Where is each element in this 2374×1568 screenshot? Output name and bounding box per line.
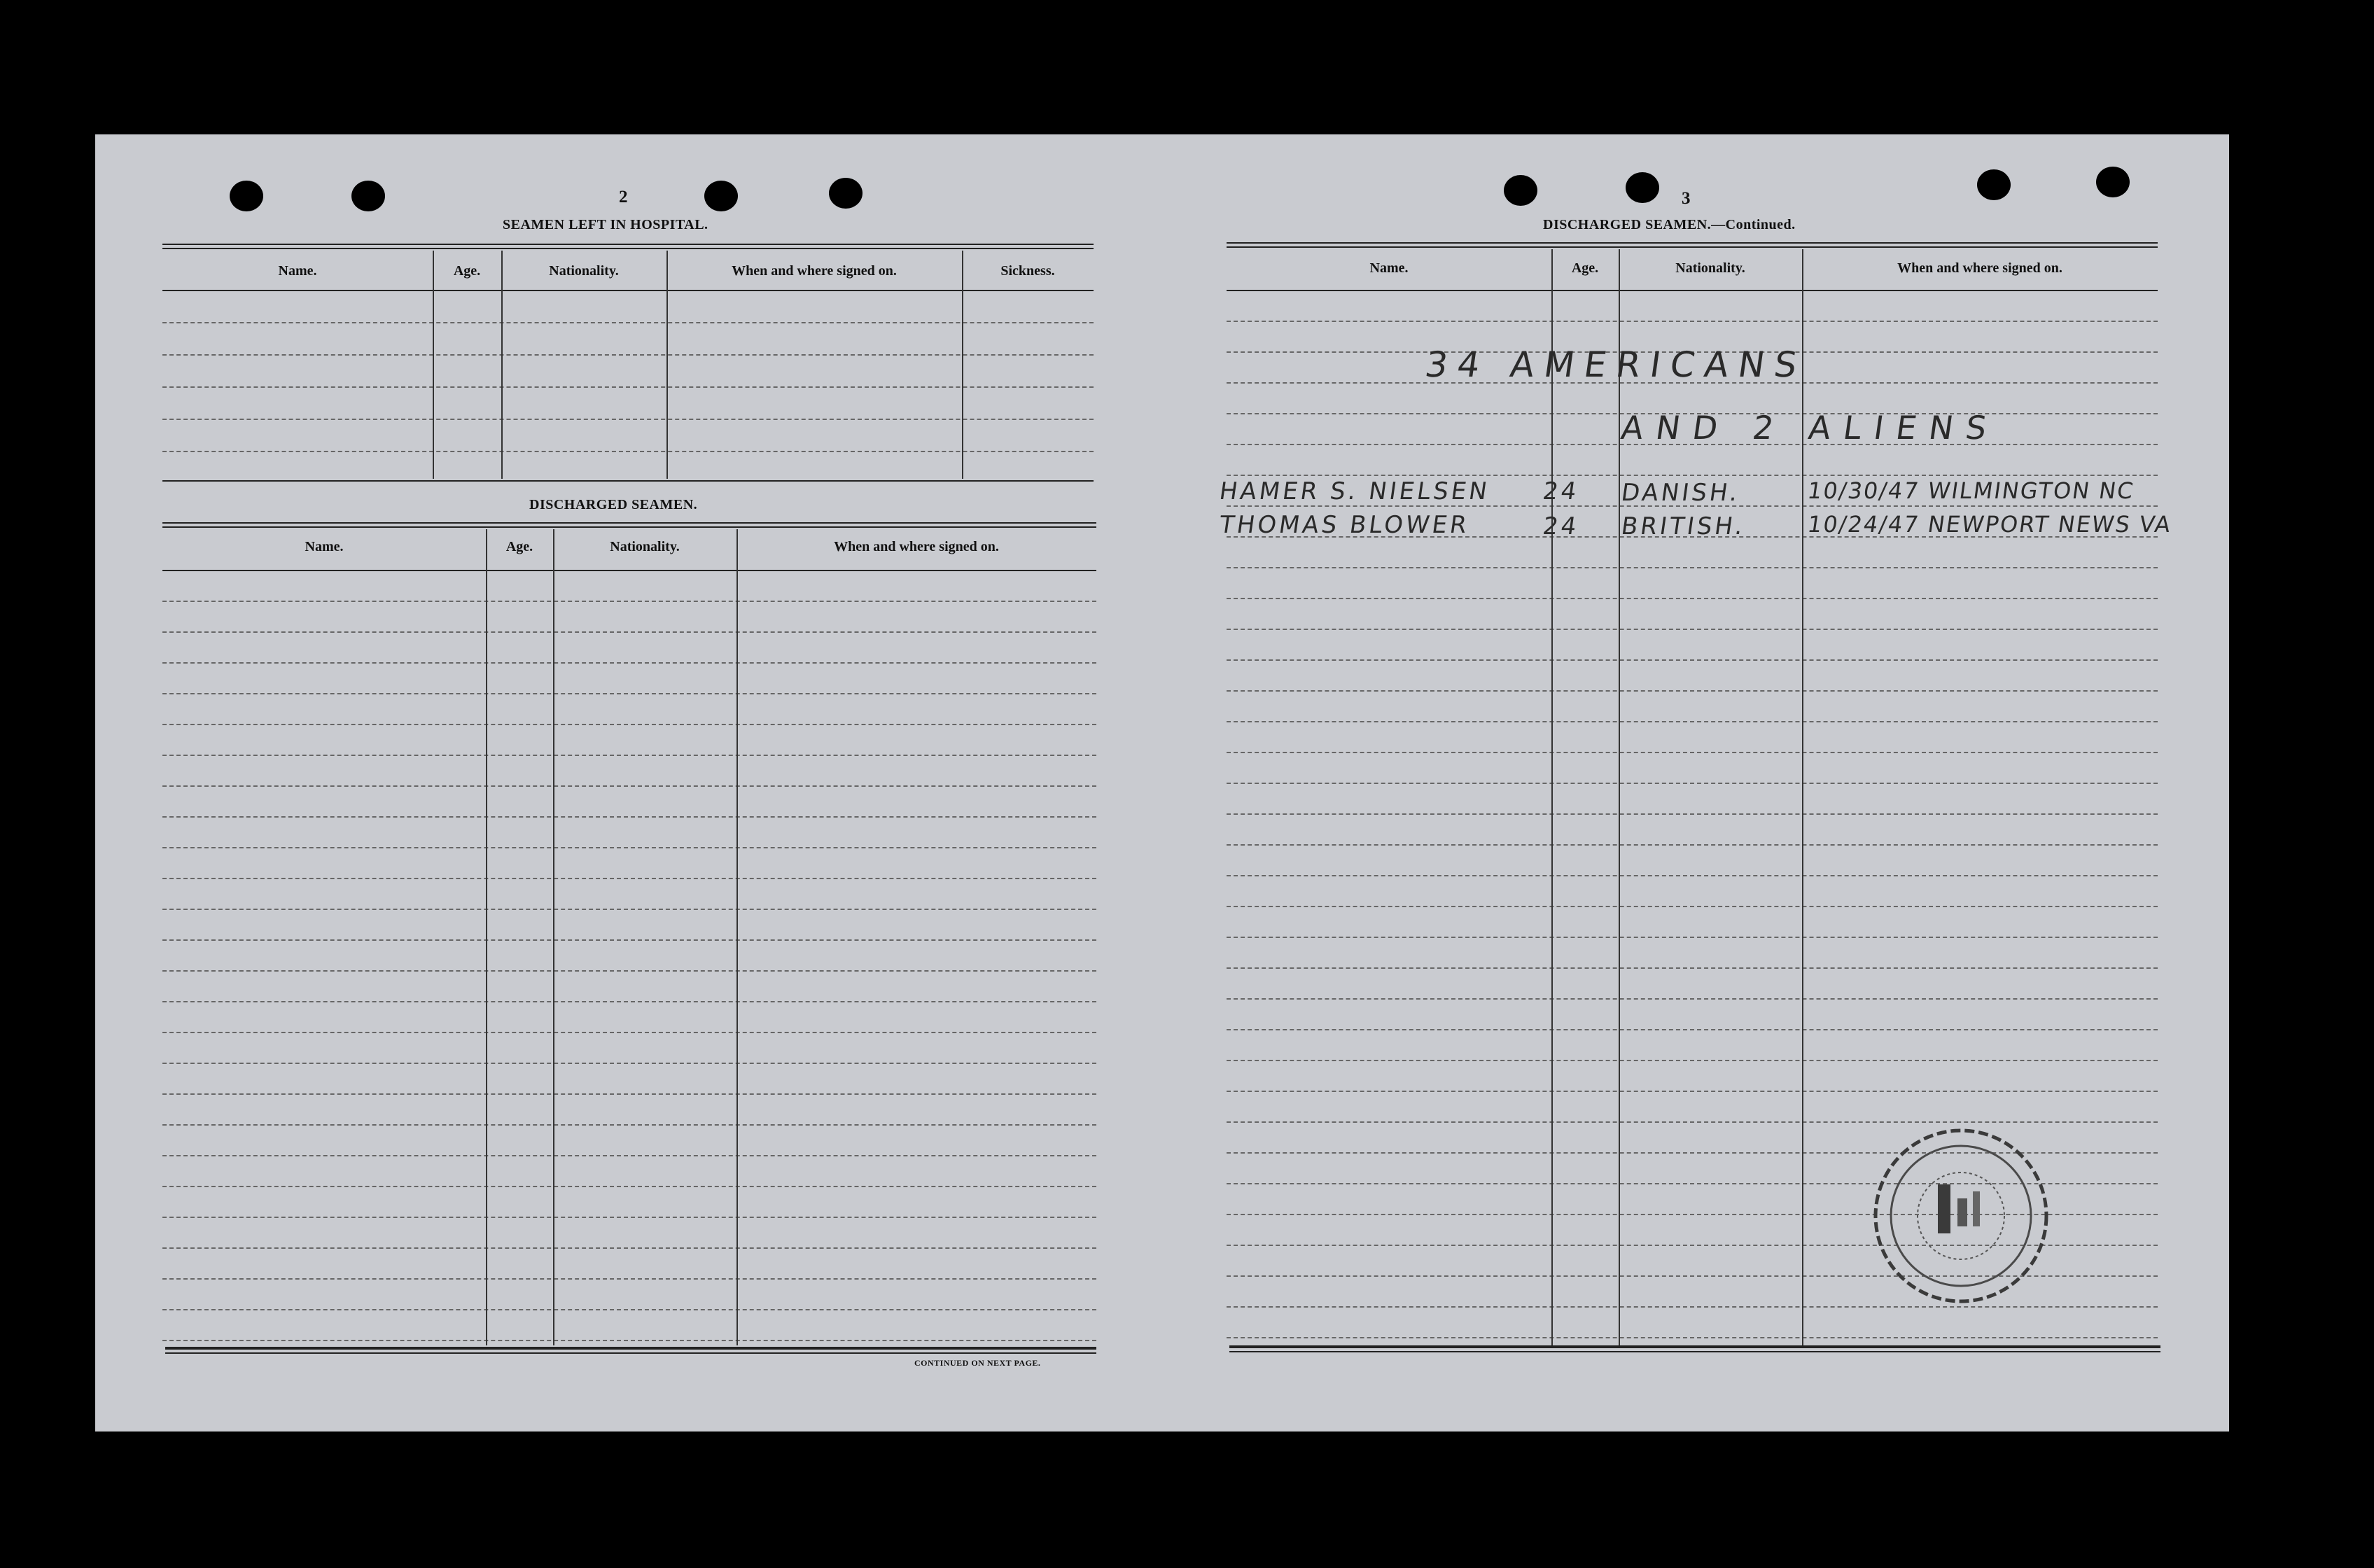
dotted-row-line (1227, 813, 2158, 815)
dotted-row-line (162, 662, 1096, 664)
rule (1227, 246, 2158, 248)
column-divider (666, 251, 668, 479)
dotted-row-line (1227, 567, 2158, 568)
column-divider (486, 529, 487, 1345)
received-stamp-icon (1859, 1114, 2062, 1317)
hospital-section-title: SEAMEN LEFT IN HOSPITAL. (503, 217, 708, 232)
dotted-row-line (1227, 937, 2158, 938)
col-header-sickness: Sickness. (1000, 263, 1055, 279)
seaman-signed-on: 10/24/47 NEWPORT NEWS VA (1806, 511, 2174, 538)
seaman-age: 24 (1541, 512, 1581, 540)
col-header-signed-on: When and where signed on. (1897, 260, 2062, 276)
seaman-name: THOMAS BLOWER (1217, 511, 1472, 539)
seaman-nationality: BRITISH. (1619, 512, 1747, 540)
dotted-row-line (1227, 906, 2158, 907)
discharged-continued-title: DISCHARGED SEAMEN.—Continued. (1543, 217, 1796, 232)
column-divider (501, 251, 503, 479)
rule (162, 526, 1096, 528)
dotted-row-line (1227, 752, 2158, 753)
column-divider (962, 251, 963, 479)
column-divider (433, 251, 434, 479)
dotted-row-line (162, 322, 1094, 323)
dotted-row-line (162, 601, 1096, 602)
continued-footer: CONTINUED ON NEXT PAGE. (914, 1358, 1041, 1368)
seaman-nationality: DANISH. (1619, 479, 1743, 507)
dotted-row-line (1227, 998, 2158, 1000)
col-header-name: Name. (278, 263, 317, 279)
col-header-signed-on: When and where signed on. (834, 539, 999, 554)
dotted-row-line (162, 847, 1096, 848)
dotted-row-line (1227, 875, 2158, 876)
punch-hole (1626, 172, 1659, 203)
dotted-row-line (162, 1093, 1096, 1095)
punch-hole (351, 181, 385, 211)
rule (162, 244, 1094, 245)
handwritten-count-line2: AND 2 ALIENS (1619, 409, 2002, 447)
col-header-age: Age. (505, 539, 533, 554)
dotted-row-line (162, 878, 1096, 879)
dotted-row-line (162, 1247, 1096, 1249)
punch-hole (1504, 175, 1537, 206)
punch-hole (1977, 169, 2011, 200)
col-header-nationality: Nationality. (610, 539, 680, 554)
column-divider (1551, 249, 1553, 1345)
col-header-name: Name. (1369, 260, 1409, 276)
col-header-signed-on: When and where signed on. (732, 263, 897, 279)
dotted-row-line (1227, 321, 2158, 322)
dotted-row-line (1227, 783, 2158, 784)
dotted-row-line (1227, 690, 2158, 692)
column-divider (1619, 249, 1620, 1345)
rule (162, 570, 1096, 571)
rule (1229, 1351, 2160, 1352)
dotted-row-line (162, 939, 1096, 941)
column-divider (553, 529, 554, 1345)
dotted-row-line (1227, 1091, 2158, 1092)
dotted-row-line (1227, 1060, 2158, 1061)
dotted-row-line (162, 909, 1096, 910)
dotted-row-line (162, 1001, 1096, 1002)
punch-hole (704, 181, 738, 211)
handwritten-count-line1: 34 AMERICANS (1422, 344, 1810, 385)
dotted-row-line (1227, 629, 2158, 630)
rule (1227, 242, 2158, 244)
form-sheet (95, 134, 2229, 1432)
dotted-row-line (162, 785, 1096, 787)
dotted-row-line (1227, 475, 2158, 476)
col-header-name: Name. (305, 539, 344, 554)
discharged-section-title: DISCHARGED SEAMEN. (529, 497, 698, 512)
dotted-row-line (162, 1309, 1096, 1310)
dotted-row-line (162, 1032, 1096, 1033)
rule (1227, 290, 2158, 291)
page-number: 3 (1682, 189, 1691, 208)
rule (162, 248, 1094, 249)
dotted-row-line (162, 1340, 1096, 1341)
dotted-row-line (162, 1155, 1096, 1156)
rule (162, 290, 1094, 291)
rule (162, 480, 1094, 482)
rule (162, 522, 1096, 524)
dotted-row-line (162, 1186, 1096, 1187)
dotted-row-line (162, 419, 1094, 420)
rule (165, 1352, 1096, 1354)
dotted-row-line (1227, 598, 2158, 599)
dotted-row-line (162, 1278, 1096, 1280)
dotted-row-line (162, 755, 1096, 756)
rule (165, 1347, 1096, 1350)
dotted-row-line (162, 631, 1096, 633)
dotted-row-line (1227, 1029, 2158, 1030)
punch-hole (230, 181, 263, 211)
col-header-nationality: Nationality. (549, 263, 619, 279)
dotted-row-line (162, 816, 1096, 818)
seaman-name: HAMER S. NIELSEN (1217, 477, 1492, 505)
dotted-row-line (162, 354, 1094, 356)
dotted-row-line (1227, 721, 2158, 722)
dotted-row-line (162, 1217, 1096, 1218)
col-header-age: Age. (453, 263, 481, 279)
punch-hole (829, 178, 863, 209)
dotted-row-line (162, 1063, 1096, 1064)
punch-hole (2096, 167, 2130, 197)
dotted-row-line (162, 451, 1094, 452)
page-number: 2 (619, 188, 628, 206)
dotted-row-line (162, 970, 1096, 972)
dotted-row-line (162, 724, 1096, 725)
seaman-age: 24 (1541, 477, 1581, 505)
dotted-row-line (162, 386, 1094, 388)
dotted-row-line (1227, 659, 2158, 661)
dotted-row-line (1227, 844, 2158, 846)
column-divider (736, 529, 738, 1345)
dotted-row-line (162, 1124, 1096, 1126)
col-header-age: Age. (1571, 260, 1599, 276)
seaman-signed-on: 10/30/47 WILMINGTON NC (1806, 477, 2137, 504)
dotted-row-line (162, 693, 1096, 694)
col-header-nationality: Nationality. (1675, 260, 1745, 276)
rule (1229, 1345, 2160, 1348)
dotted-row-line (1227, 967, 2158, 969)
dotted-row-line (1227, 1337, 2158, 1338)
